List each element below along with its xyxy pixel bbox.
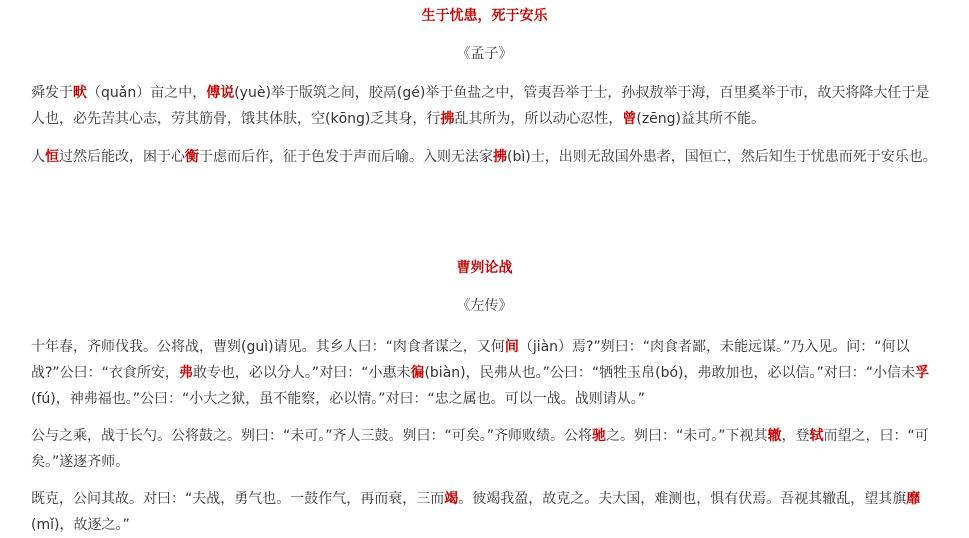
section1-paragraph-2 — [31, 144, 943, 170]
highlighted-term: 拂 — [440, 111, 455, 127]
highlighted-term: 衡 — [185, 149, 199, 165]
text-segment: 。彼竭我盈，故克之。夫大国，难测也，惧有伏焉。吾视其辙乱，望其旗 — [458, 491, 907, 507]
text-segment: （jiàn）焉?”刿曰：“肉食者鄙，未能远谋。”乃入见。问：“何以战?”公曰：“衣食所安， — [31, 339, 910, 381]
text-segment: 十年春，齐师伐我。公将战，曹刿(guì)请见。其乡人曰：“肉食者谋之，又何 — [31, 339, 505, 355]
text-segment: (zēng)益其所不能。 — [636, 111, 766, 127]
highlighted-term: 竭 — [444, 491, 459, 507]
highlighted-term: 孚 — [915, 365, 929, 381]
text-segment: 既克，公问其故。对曰：“夫战，勇气也。一鼓作气，再而衰，三而 — [31, 491, 445, 507]
text-segment: 人 — [31, 149, 45, 165]
highlighted-term: 驰 — [592, 428, 607, 444]
text-segment: 过然后能改，困于心 — [59, 149, 185, 165]
highlighted-term: 靡 — [906, 491, 921, 507]
highlighted-term: 弗 — [178, 365, 193, 381]
text-segment: 舜发于 — [31, 85, 73, 101]
highlighted-term: 轼 — [809, 428, 824, 444]
section2-title: 曹刿论战 — [456, 260, 513, 276]
text-segment: 而望之，曰：“可矣。”遂逐齐师。 — [31, 428, 929, 470]
highlighted-term: 辙 — [767, 428, 782, 444]
section2-paragraph-3 — [31, 486, 943, 538]
highlighted-term: 拂 — [493, 149, 507, 165]
highlighted-term: 曾 — [622, 111, 637, 127]
section1-title: 生于忧患，死于安乐 — [421, 8, 548, 24]
highlighted-term: 畎 — [73, 85, 87, 101]
text-segment: (fú)，神弗福也。”公曰：“小大之狱，虽不能察，必以情。”对曰：“忠之属也。可以一战。战则请从。” — [31, 391, 645, 407]
text-segment: 敢专也，必以分人。”对曰：“小惠未 — [192, 365, 411, 381]
section1-author: 《孟子》 — [456, 46, 513, 62]
text-segment: 于虑而后作，征于色发于声而后喻。入则无法家 — [199, 149, 493, 165]
text-segment: 公与之乘，战于长勺。公将鼓之。刿曰：“未可。”齐人三鼓。刿曰：“可矣。”齐师败绩。公将 — [31, 428, 593, 444]
section2-paragraph-2 — [31, 423, 943, 475]
highlighted-term: 间 — [504, 339, 519, 355]
text-segment: (yuè)举于版筑之间，胶鬲(gé)举于鱼盐之中，管夷吾举于士，孙叔敖举于海，百里奚举于市，故天将降大任于是人也，必先苦其心志，劳其筋骨，饿其体肤，空(kōng)乏其身，行 — [31, 85, 930, 127]
highlighted-term: 傅说 — [206, 85, 235, 101]
section1-paragraph-1 — [31, 80, 943, 132]
text-segment: （quǎn）亩之中， — [87, 85, 207, 101]
highlighted-term: 徧 — [410, 365, 425, 381]
text-segment: 之。刿曰：“未可。”下视其 — [606, 428, 768, 444]
section2-author: 《左传》 — [456, 298, 513, 314]
text-segment: ，登 — [781, 428, 810, 444]
text-segment: (bì)士，出则无敌国外患者，国恒亡，然后知生于忧患而死于安乐也。 — [507, 149, 937, 165]
text-segment: 乱其所为，所以动心忍性， — [454, 111, 623, 127]
text-segment: (mǐ)，故逐之。” — [31, 517, 130, 533]
text-segment: (biàn)，民弗从也。”公曰：“牺牲玉帛(bó)，弗敢加也，必以信。”对曰：“小信未 — [424, 365, 915, 381]
highlighted-term: 恒 — [45, 149, 59, 165]
section2-paragraph-1 — [31, 334, 943, 412]
